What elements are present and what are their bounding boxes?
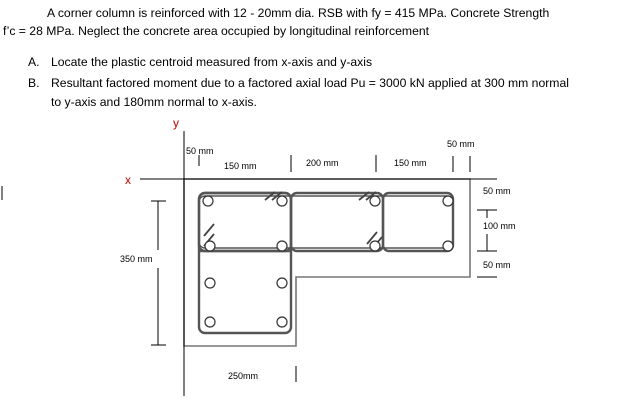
dim-right-50: 50 mm <box>483 186 511 196</box>
task-b-text: Resultant factored moment due to a factored axial load Pu = 3000 kN applied at 300 mm normal <box>51 76 569 90</box>
rebar-5 <box>205 241 215 251</box>
y-axis-label: y <box>173 116 179 130</box>
rebar-7 <box>370 241 380 251</box>
rebar-6 <box>277 241 287 251</box>
dim-left-cover: 50 mm <box>186 146 214 156</box>
dim-right-100: 100 mm <box>483 221 516 231</box>
dim-right-cover: 50 mm <box>447 139 475 149</box>
dim-top-150: 150 mm <box>224 161 257 171</box>
rebar-11 <box>205 317 215 327</box>
rebar-4 <box>443 196 453 206</box>
task-b-continuation: to y-axis and 180mm normal to x-axis. <box>51 95 257 109</box>
rebar-10 <box>277 278 287 288</box>
tie-left-tall <box>199 193 291 333</box>
x-axis-label: x <box>125 173 131 187</box>
rebar-12 <box>277 317 287 327</box>
dim-top-150b: 150 mm <box>394 158 427 168</box>
task-a-text: Locate the plastic centroid measured from x-axis and y-axis <box>51 55 373 69</box>
dim-bottom: 250mm <box>228 371 259 381</box>
rebar-9 <box>205 278 215 288</box>
rebar-8 <box>443 241 453 251</box>
task-a-letter: A. <box>28 55 40 69</box>
tie-top-long <box>199 196 453 248</box>
rebar-1 <box>203 196 213 206</box>
rebar-2 <box>277 196 287 206</box>
problem-line-2: f’c = 28 MPa. Neglect the concrete area occupied by longitudinal reinforcement <box>3 24 430 38</box>
column-outline <box>184 179 470 346</box>
dim-top-200: 200 mm <box>306 158 339 168</box>
problem-line-1: A corner column is reinforced with 12 - 20mm dia. RSB with fy = 415 MPa. Concrete Strength <box>47 6 550 20</box>
rebar-3 <box>370 196 380 206</box>
dim-height: 350 mm <box>120 254 153 264</box>
dim-right-50b: 50 mm <box>483 260 511 270</box>
task-b-letter: B. <box>28 76 40 90</box>
